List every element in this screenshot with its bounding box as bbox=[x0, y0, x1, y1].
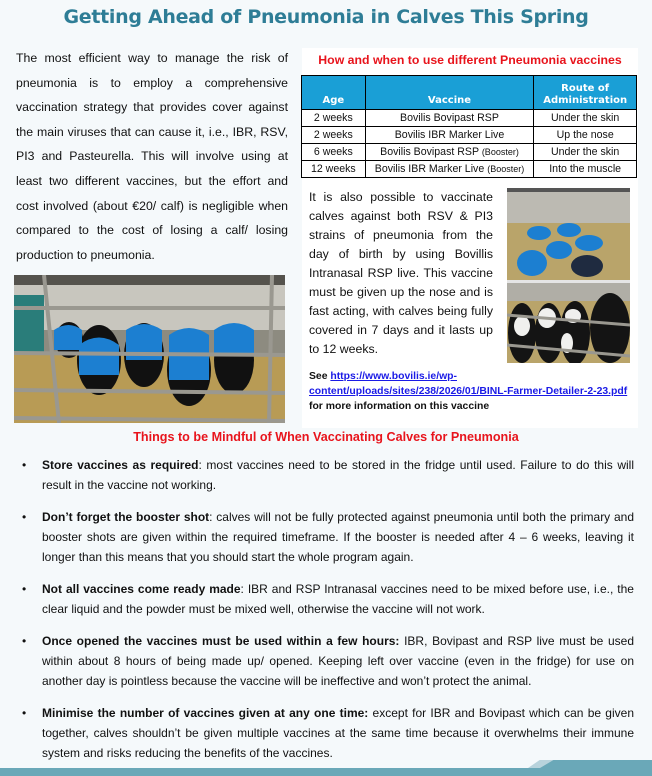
footer-bar bbox=[0, 768, 652, 776]
cell-route: Under the skin bbox=[534, 144, 637, 161]
list-item bbox=[18, 455, 634, 495]
item-heading: Don’t forget the booster shot bbox=[42, 510, 210, 524]
vaccine-name: Bovilis IBR Marker Live bbox=[374, 163, 485, 175]
item-text: : IBR and RSP Intranasal vaccines need to be mixed before use, i.e., the clear liquid and the powder must be mixed well, otherwise the vaccine will not work. bbox=[42, 582, 634, 616]
vaccine-name: Bovilis Bovipast RSP bbox=[380, 146, 479, 158]
bullet-icon: • bbox=[22, 634, 27, 648]
table-row bbox=[302, 127, 637, 144]
list-item bbox=[18, 703, 634, 763]
table-row bbox=[302, 144, 637, 161]
see-prefix: See bbox=[309, 371, 331, 382]
vaccine-schedule-table bbox=[301, 75, 637, 178]
table-header-row bbox=[302, 76, 637, 110]
item-text: : calves will not be fully protected against pneumonia until both the primary and booster shots are given within the required timeframe. If the booster is needed after 4 – 6 weeks, leaving it longer than this means that you should start the whole program again. bbox=[42, 510, 634, 564]
cell-age: 12 weeks bbox=[302, 161, 366, 178]
bovilis-detailer-link[interactable]: https://www.bovilis.ie/wp-content/uploads/sites/238/2026/01/BINL-Farmer-Detailer-2-23.pdf bbox=[309, 371, 628, 397]
calves-photo-right bbox=[507, 188, 630, 363]
cell-vaccine bbox=[365, 110, 534, 127]
header-route: Route of Administration bbox=[534, 76, 637, 110]
table-row bbox=[302, 161, 637, 178]
vaccine-table-title: How and when to use different Pneumonia vaccines bbox=[318, 53, 622, 67]
calves-pen-image bbox=[507, 188, 630, 363]
item-heading: Not all vaccines come ready made bbox=[42, 582, 241, 596]
calves-photo-left bbox=[14, 275, 285, 423]
footer-accent-tab bbox=[540, 760, 652, 768]
bullet-icon: • bbox=[22, 582, 27, 596]
item-heading: Store vaccines as required bbox=[42, 458, 199, 472]
cell-vaccine bbox=[365, 161, 534, 178]
header-vaccine: Vaccine bbox=[365, 76, 534, 110]
cell-route: Into the muscle bbox=[534, 161, 637, 178]
table-row bbox=[302, 110, 637, 127]
item-heading: Minimise the number of vaccines given at any one time: bbox=[42, 706, 369, 720]
booster-note: (Booster) bbox=[487, 164, 525, 174]
cell-age: 2 weeks bbox=[302, 127, 366, 144]
vaccine-name: Bovilis Bovipast RSP bbox=[400, 112, 499, 124]
bullet-icon: • bbox=[22, 706, 27, 720]
see-more-info bbox=[309, 369, 639, 414]
mindful-list bbox=[18, 455, 634, 775]
cell-vaccine bbox=[365, 144, 534, 161]
list-item bbox=[18, 579, 634, 619]
list-item bbox=[18, 507, 634, 567]
item-heading: Once opened the vaccines must be used within a few hours: bbox=[42, 634, 400, 648]
calves-gate-image bbox=[14, 275, 285, 423]
item-text: : most vaccines need to be stored in the fridge until used. Failure to do this will result in the vaccine not working. bbox=[42, 458, 634, 492]
mindful-heading: Things to be Mindful of When Vaccinating Calves for Pneumonia bbox=[133, 430, 519, 444]
cell-age: 2 weeks bbox=[302, 110, 366, 127]
booster-note: (Booster) bbox=[481, 147, 519, 157]
see-suffix: for more information on this vaccine bbox=[309, 401, 490, 412]
cell-age: 6 weeks bbox=[302, 144, 366, 161]
header-age: Age bbox=[302, 76, 366, 110]
cell-vaccine bbox=[365, 127, 534, 144]
vaccine-name: Bovilis IBR Marker Live bbox=[394, 129, 505, 141]
item-text: except for IBR and Bovipast which can be given together, calves shouldn’t be given multiple vaccines at the same time because it overwhelms their immune system and risks reducing the benefits of the vaccines. bbox=[42, 706, 634, 760]
page-title: Getting Ahead of Pneumonia in Calves This Spring bbox=[63, 6, 589, 28]
intro-paragraph: The most efficient way to manage the risk of pneumonia is to employ a comprehensive vaccination strategy that provides cover against the main viruses that can cause it, i.e., IBR, RSV, PI3 and Pasteurella. This will involve using at least two different vaccines, but the effort and cost involved (about €20/ calf) is negligible when compared to the cost of losing a calf/ losing production to pneumonia. bbox=[16, 51, 288, 262]
list-item bbox=[18, 631, 634, 691]
cell-route: Under the skin bbox=[534, 110, 637, 127]
intranasal-paragraph: It is also possible to vaccinate calves against both RSV & PI3 strains of pneumonia from the day of birth by using Bovillis Intranasal RSP live. This vaccine must be given up the nose and is fast acting, with calves being fully covered in 7 days and it lasts up to 12 weeks. bbox=[309, 190, 493, 356]
bullet-icon: • bbox=[22, 510, 27, 524]
cell-route: Up the nose bbox=[534, 127, 637, 144]
item-text: IBR, Bovipast and RSP live must be used within about 8 hours of being made up/ opened. Keeping left over vaccine (even in the fridge) for use on another day is pointless because the vaccine will be ineffective and won’t protect the animal. bbox=[42, 634, 634, 688]
bullet-icon: • bbox=[22, 458, 27, 472]
